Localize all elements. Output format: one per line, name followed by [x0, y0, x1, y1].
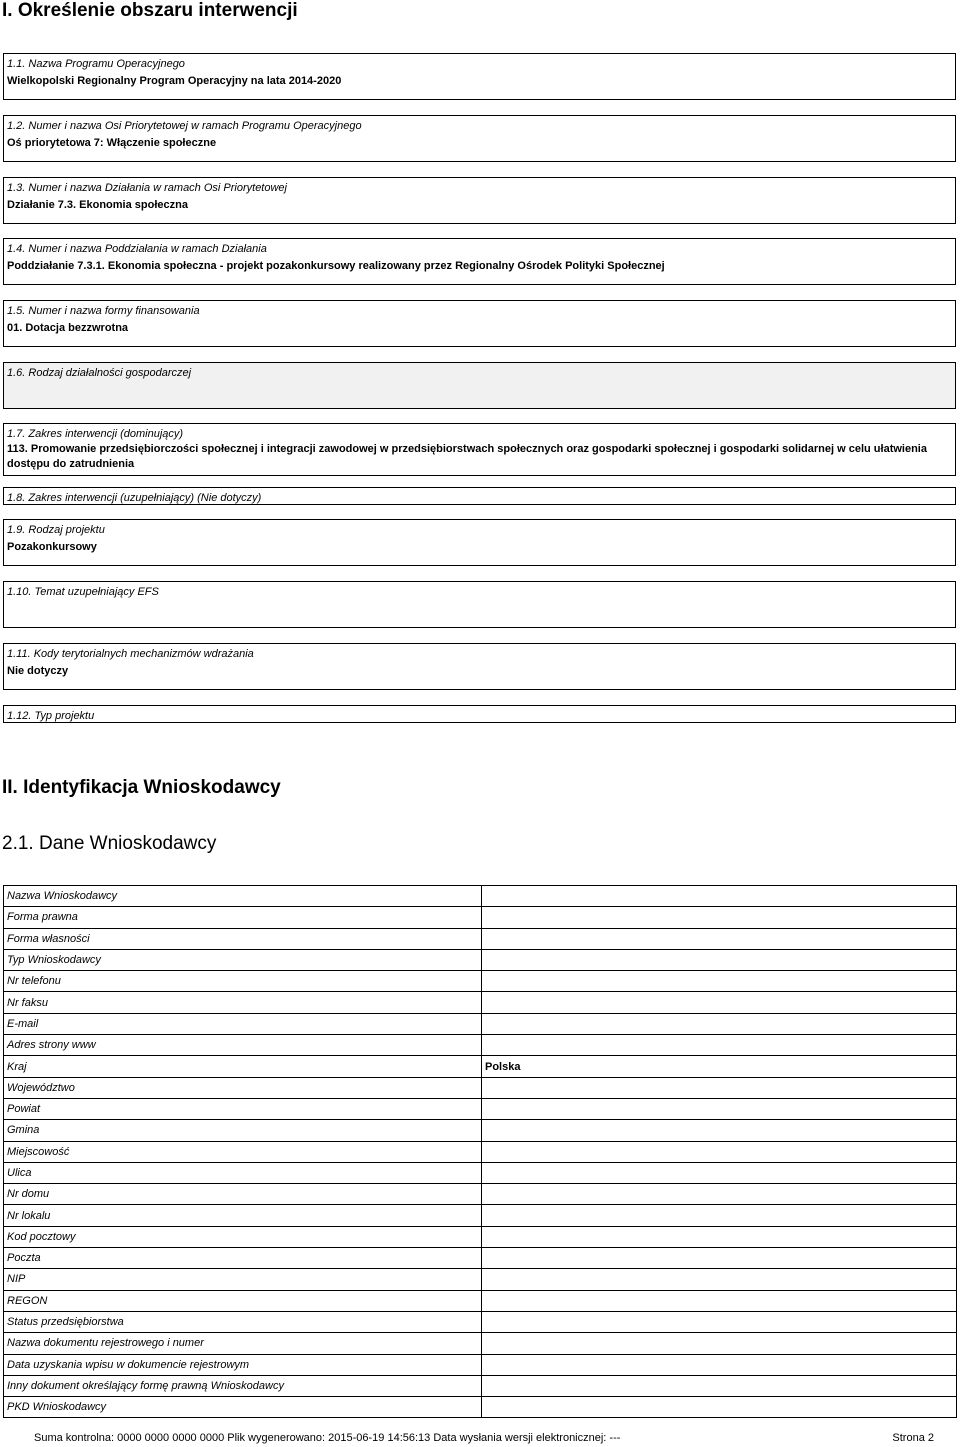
- row-value: [482, 1077, 957, 1098]
- section-2-title: II. Identyfikacja Wnioskodawcy: [2, 777, 281, 798]
- field-label: 1.12. Typ projektu: [7, 710, 95, 722]
- table-row: [4, 1184, 957, 1205]
- field-1-8: [3, 487, 956, 505]
- row-value: [482, 1354, 957, 1375]
- table-row: [4, 928, 957, 949]
- row-label: Nr lokalu: [4, 1205, 482, 1226]
- table-row: [4, 1354, 957, 1375]
- footer-checksum: Suma kontrolna: 0000 0000 0000 0000 Plik wygenerowano: 2015-06-19 14:56:13 Data wysłania wersji elektronicznej: ---: [34, 1432, 621, 1444]
- row-label: Powiat: [4, 1098, 482, 1119]
- table-row: [4, 1098, 957, 1119]
- row-label: Inny dokument określający formę prawną Wnioskodawcy: [4, 1375, 482, 1396]
- row-label: Nr domu: [4, 1184, 482, 1205]
- row-value: [482, 1397, 957, 1418]
- row-label: Typ Wnioskodawcy: [4, 949, 482, 970]
- field-value: Poddziałanie 7.3.1. Ekonomia społeczna - projekt pozakonkursowy realizowany przez Regionalny Ośrodek Polityki Społecznej: [7, 260, 665, 272]
- field-label: 1.1. Nazwa Programu Operacyjnego: [7, 58, 185, 70]
- row-value: [482, 1013, 957, 1034]
- row-label: NIP: [4, 1269, 482, 1290]
- row-label: Kraj: [4, 1056, 482, 1077]
- field-1-7: [3, 423, 956, 476]
- row-value: [482, 1141, 957, 1162]
- table-row: [4, 1205, 957, 1226]
- field-label: 1.10. Temat uzupełniający EFS: [7, 586, 159, 598]
- table-row: [4, 1375, 957, 1396]
- page-number: Strona 2: [892, 1432, 934, 1444]
- row-label: REGON: [4, 1290, 482, 1311]
- row-value: Polska: [482, 1056, 957, 1077]
- row-label: Województwo: [4, 1077, 482, 1098]
- table-row: [4, 886, 957, 907]
- field-1-2: [3, 115, 956, 162]
- row-value: [482, 928, 957, 949]
- row-label: PKD Wnioskodawcy: [4, 1397, 482, 1418]
- row-value: [482, 1290, 957, 1311]
- row-label: Nr telefonu: [4, 971, 482, 992]
- field-1-4: [3, 238, 956, 285]
- row-value: [482, 1333, 957, 1354]
- field-1-12: [3, 705, 956, 723]
- row-value: [482, 907, 957, 928]
- field-label: 1.7. Zakres interwencji (dominujący): [7, 428, 184, 440]
- field-1-6: [3, 362, 956, 409]
- table-row: [4, 1120, 957, 1141]
- table-row: [4, 1013, 957, 1034]
- row-value: [482, 1098, 957, 1119]
- table-row: [4, 1035, 957, 1056]
- field-label: 1.3. Numer i nazwa Działania w ramach Osi Priorytetowej: [7, 182, 287, 194]
- row-label: Status przedsiębiorstwa: [4, 1311, 482, 1332]
- table-row: [4, 1077, 957, 1098]
- field-label: 1.6. Rodzaj działalności gospodarczej: [7, 367, 192, 379]
- row-label: Adres strony www: [4, 1035, 482, 1056]
- row-value: [482, 1035, 957, 1056]
- field-1-1: [3, 53, 956, 100]
- field-value: Wielkopolski Regionalny Program Operacyjny na lata 2014-2020: [7, 75, 342, 87]
- field-label: 1.2. Numer i nazwa Osi Priorytetowej w ramach Programu Operacyjnego: [7, 120, 362, 132]
- table-row: [4, 1141, 957, 1162]
- section-2-1-title: 2.1. Dane Wnioskodawcy: [2, 833, 217, 854]
- field-value: 113. Promowanie przedsiębiorczości społecznej i integracji zawodowej w przedsiębiorstwach społecznych oraz gospodarki społecznej i gospodarki solidarnej w celu ułatwienia dostępu do zatrudnienia: [7, 443, 927, 470]
- table-row: [4, 1397, 957, 1418]
- field-value: Pozakonkursowy: [7, 541, 97, 553]
- section-1-title: I. Określenie obszaru interwencji: [2, 0, 298, 21]
- footer: [34, 1432, 934, 1444]
- table-row: [4, 1248, 957, 1269]
- row-label: E-mail: [4, 1013, 482, 1034]
- row-value: [482, 1375, 957, 1396]
- applicant-data-table: [3, 885, 957, 1418]
- row-value: [482, 992, 957, 1013]
- field-label: 1.9. Rodzaj projektu: [7, 524, 105, 536]
- table-row: [4, 1162, 957, 1183]
- table-row: [4, 1056, 957, 1077]
- row-value: [482, 971, 957, 992]
- row-label: Nr faksu: [4, 992, 482, 1013]
- row-value: [482, 1311, 957, 1332]
- field-value: [4, 599, 955, 602]
- row-value: [482, 886, 957, 907]
- table-row: [4, 992, 957, 1013]
- table-row: [4, 949, 957, 970]
- field-1-9: [3, 519, 956, 566]
- field-label: 1.5. Numer i nazwa formy finansowania: [7, 305, 200, 317]
- field-label: 1.11. Kody terytorialnych mechanizmów wdrażania: [7, 648, 254, 660]
- field-label: 1.8. Zakres interwencji (uzupełniający) (Nie dotyczy): [7, 492, 262, 504]
- field-value: Nie dotyczy: [7, 665, 69, 677]
- row-value: [482, 1120, 957, 1141]
- field-value: Działanie 7.3. Ekonomia społeczna: [7, 199, 188, 211]
- row-label: Ulica: [4, 1162, 482, 1183]
- table-row: [4, 907, 957, 928]
- row-label: Miejscowość: [4, 1141, 482, 1162]
- field-value: 01. Dotacja bezzwrotna: [7, 322, 129, 334]
- row-label: Data uzyskania wpisu w dokumencie rejestrowym: [4, 1354, 482, 1375]
- row-value: [482, 1205, 957, 1226]
- row-value: [482, 1269, 957, 1290]
- field-1-3: [3, 177, 956, 224]
- table-row: [4, 1269, 957, 1290]
- field-1-11: [3, 643, 956, 690]
- table-row: [4, 1226, 957, 1247]
- row-label: Forma własności: [4, 928, 482, 949]
- field-1-10: [3, 581, 956, 628]
- field-label: 1.4. Numer i nazwa Poddziałania w ramach Działania: [7, 243, 267, 255]
- table-row: [4, 1290, 957, 1311]
- row-label: Forma prawna: [4, 907, 482, 928]
- table-row: [4, 1311, 957, 1332]
- row-label: Gmina: [4, 1120, 482, 1141]
- field-value: [4, 380, 955, 383]
- row-value: [482, 1162, 957, 1183]
- row-value: [482, 949, 957, 970]
- row-value: [482, 1226, 957, 1247]
- row-label: Nazwa dokumentu rejestrowego i numer: [4, 1333, 482, 1354]
- row-label: Poczta: [4, 1248, 482, 1269]
- table-row: [4, 971, 957, 992]
- field-1-5: [3, 300, 956, 347]
- row-value: [482, 1248, 957, 1269]
- row-label: Nazwa Wnioskodawcy: [4, 886, 482, 907]
- row-value: [482, 1184, 957, 1205]
- table-row: [4, 1333, 957, 1354]
- field-value: Oś priorytetowa 7: Włączenie społeczne: [7, 137, 217, 149]
- row-label: Kod pocztowy: [4, 1226, 482, 1247]
